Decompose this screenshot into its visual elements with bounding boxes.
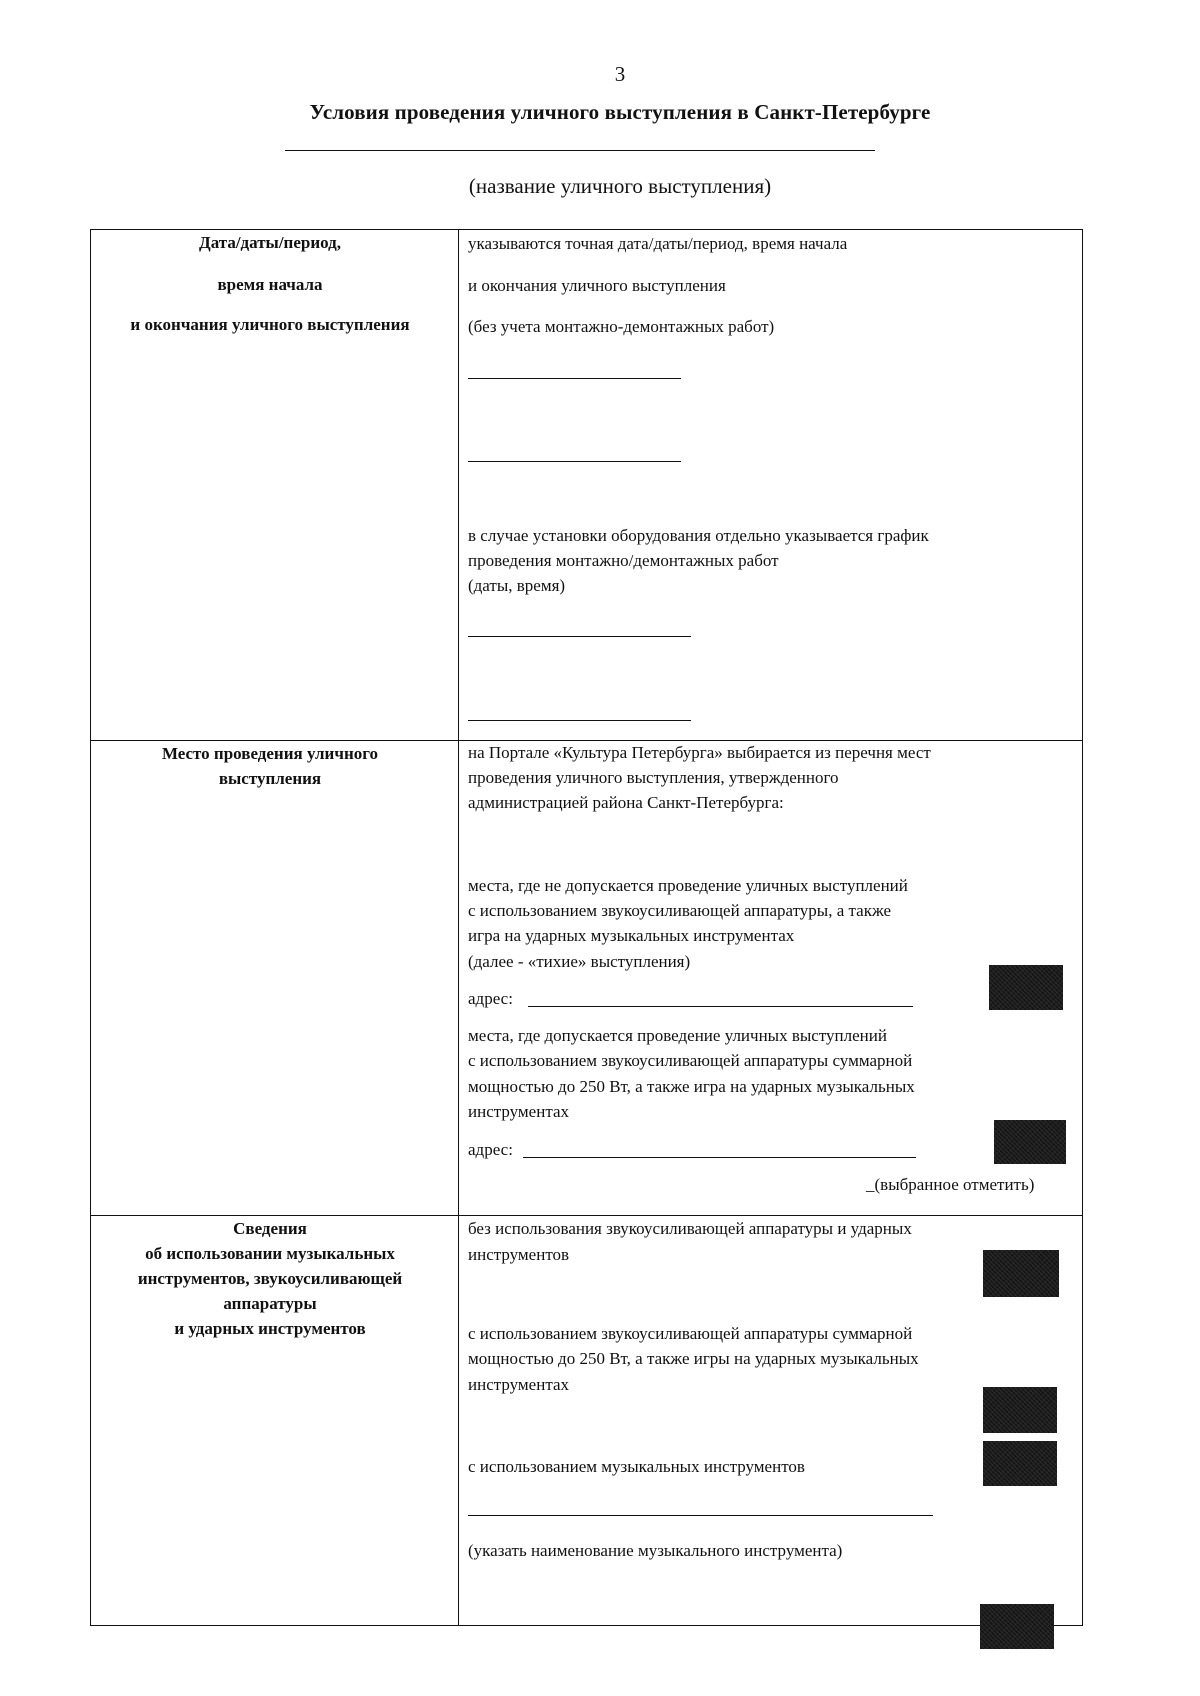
row1-text-line6: (даты, время) <box>468 576 566 595</box>
row3-label-line1: Сведения <box>233 1219 307 1238</box>
option3-label: с использованием музыкальных инструментов <box>468 1457 805 1476</box>
option2-line3: инструментах <box>468 1375 570 1394</box>
row1-text-line1: указываются точная дата/даты/период, время начала <box>468 234 848 253</box>
table-top-border <box>90 229 1083 230</box>
address-field-loud[interactable] <box>523 1157 916 1158</box>
row1-label-line2: время начала <box>217 275 323 294</box>
row1-text-line3: (без учета монтажно-демонтажных работ) <box>468 317 775 336</box>
option2-line2: мощностью до 250 Вт, а также игры на ударных музыкальных <box>468 1349 919 1368</box>
page-subtitle: (название уличного выступления) <box>468 174 772 198</box>
date-blank-field[interactable] <box>468 378 681 379</box>
quiet-line2: с использованием звукоусиливающей аппаратуры, а также <box>468 901 892 920</box>
loud-line4: инструментах <box>468 1102 570 1121</box>
loud-venue-checkbox[interactable] <box>994 1120 1066 1164</box>
row3-label-line5: и ударных инструментов <box>174 1319 366 1338</box>
table-right-border <box>1082 229 1083 1625</box>
option1-line1: без использования звукоусиливающей аппаратуры и ударных <box>468 1219 912 1238</box>
table-bottom-border <box>90 1625 1083 1626</box>
option1-line2: инструментов <box>468 1245 570 1264</box>
row3-label-line3: инструментов, звукоусиливающей <box>137 1269 403 1288</box>
row2-intro-line1: на Портале «Культура Петербурга» выбирается из перечня мест <box>468 743 931 762</box>
row2-label-line2: выступления <box>218 769 322 788</box>
row2-label-line1: Место проведения уличного <box>161 744 379 763</box>
loud-line1: места, где допускается проведение уличных выступлений <box>468 1026 887 1045</box>
quiet-venue-checkbox[interactable] <box>989 965 1063 1010</box>
row1-text-line2: и окончания уличного выступления <box>468 276 726 295</box>
page-number: 3 <box>614 62 626 86</box>
quiet-line1: места, где не допускается проведение уличных выступлений <box>468 876 908 895</box>
address-label-loud: адрес: <box>468 1140 513 1159</box>
quiet-line3: игра на ударных музыкальных инструментах <box>468 926 795 945</box>
loud-line3: мощностью до 250 Вт, а также игра на ударных музыкальных <box>468 1077 915 1096</box>
bottom-checkbox[interactable] <box>980 1604 1054 1649</box>
row1-label-line3: и окончания уличного выступления <box>130 315 410 334</box>
instrument-name-field[interactable] <box>468 1515 933 1516</box>
table-left-border <box>90 229 91 1625</box>
option1-checkbox[interactable] <box>983 1250 1059 1297</box>
quiet-line4: (далее - «тихие» выступления) <box>468 952 691 971</box>
row1-label-line1: Дата/даты/период, <box>199 233 341 252</box>
row1-text-line5: проведения монтажно/демонтажных работ <box>468 551 779 570</box>
column-divider <box>458 229 459 1625</box>
option2-checkbox[interactable] <box>983 1387 1057 1433</box>
title-underline <box>285 150 875 151</box>
option3-checkbox[interactable] <box>983 1441 1057 1486</box>
address-field-quiet[interactable] <box>528 1006 913 1007</box>
row3-label-line2: об использовании музыкальных <box>145 1244 395 1263</box>
mounting-date-blank[interactable] <box>468 636 691 637</box>
row2-intro-line2: проведения уличного выступления, утвержденного <box>468 768 839 787</box>
row1-text-line4: в случае установки оборудования отдельно указывается график <box>468 526 929 545</box>
select-note: _(выбранное отметить) <box>866 1175 1035 1194</box>
time-blank-field[interactable] <box>468 461 681 462</box>
mounting-time-blank[interactable] <box>468 720 691 721</box>
row3-label-line4: аппаратуры <box>223 1294 317 1313</box>
page-title: Условия проведения уличного выступления в Санкт-Петербурге <box>309 100 931 124</box>
instrument-hint: (указать наименование музыкального инструмента) <box>468 1541 843 1560</box>
option2-line1: с использованием звукоусиливающей аппаратуры суммарной <box>468 1324 913 1343</box>
row2-intro-line3: администрацией района Санкт-Петербурга: <box>468 793 784 812</box>
address-label-quiet: адрес: <box>468 989 513 1008</box>
loud-line2: с использованием звукоусиливающей аппаратуры суммарной <box>468 1051 913 1070</box>
